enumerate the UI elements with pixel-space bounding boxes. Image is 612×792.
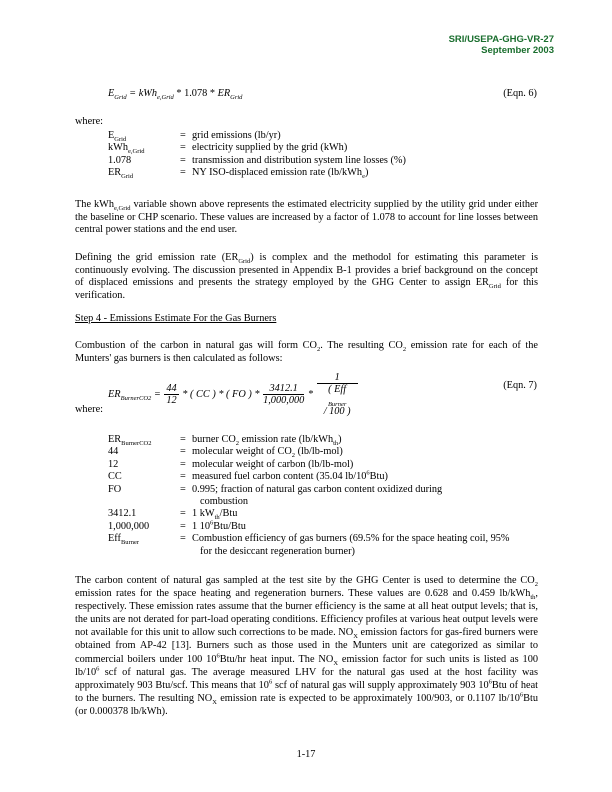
fraction-3412-1000000: $\frac{3412.1}{1,000,000}$ [263,383,305,406]
definition-row: CC = measured fuel carbon content (35.04 $lb/10^6Btu$) [108,469,388,483]
definition-row: kWh$_{e,Grid}$ = electricity supplied by the grid (kWh) [108,142,348,156]
definitions-eqn7 [108,434,540,558]
report-id: SRI/USEPA-GHG-VR-27 [448,34,554,45]
equation-6-label: (Eqn. 6) [503,88,537,99]
definition-row: Eff$_{Burner}$ = Combustion efficiency of gas burners (69.5% for the space heating coil, 95% for the desiccant regeneration burner) [108,533,510,557]
definition-row: 12 = molecular weight of carbon (lb/lb-mol) [108,458,354,470]
definition-row: $ER_{Grid}$ = NY ISO-displaced emission rate (lb/kWh$_e$) [108,167,369,181]
paragraph-grid-emission-rate: Defining the grid emission rate $(ER_{Grid})$ is complex and the methodol for estimating this parameter is continuously evolving. The discussion presented in Appendix B-1 provides a brief background on the concept of displaced emissions and presents the strategy employed by the GHG Center to assign $ER_{Grid}$ for this verification. [75,252,538,301]
equation-7-label: (Eqn. 7) [503,380,537,391]
page-number: 1-17 [296,749,316,760]
equation-6: $E_{Grid} = kWh_{e,Grid} * 1.078 * ER_{Grid}$ [108,88,243,102]
report-date: September 2003 [481,45,554,56]
definition-row: $ER_{BurnerCO2}$ = burner $CO_2$ emission rate (lb/kWh$_{th}$) [108,434,342,448]
definition-row: FO = 0.995; fraction of natural gas carbon content oxidized during combustion [108,483,443,508]
fraction-efficiency: 1 ( Eff $_{Burner}$ / 100 ) [317,372,358,417]
definition-row: 44 = molecular weight of $CO_2$ (lb/lb-mol) [108,446,343,460]
paragraph-emission-rates: The carbon content of natural gas sampled at the test site by the GHG Center is used to determine the $CO_2$ emission rates for the space heating and regeneration burners. These values are 0.628 and 0.459 lb/kWh$_{th}$, respectively. These emission rates assume that the burner efficiency is the same at all heat output levels; that is, the units are not derated for part-load operating conditions. Efficiency profiles at various heat output levels were not available for this unit to allow such corrections to be made. $NO_X$ emission factors for gas-fired burners were obtained from AP-42 [13]. Burners such as those used in the Munters unit are categorized as similar to commercial boilers under 100 $10^6Btu/hr$ heat input. The $NO_X$ emission factor for such units is listed as 100 $lb/10^6$ scf of natural gas. The average measured LHV for the natural gas used at the host facility was approximately 903 Btu/scf. This means that $10^6$ scf of natural gas will supply approximately 903 $10^6Btu$ of heat to the burners. The resulting $NO_X$ emission rate is expected to be approximately 100/903, or 0.1107 $lb/10^6Btu$ (or 0.000378 lb/kWh). [75,575,538,717]
report-header [449,34,554,56]
equation-7: $ER_{BurnerCO2}$ = $\frac{44}{12}$ * ( CC ) * ( FO ) * $\frac{3412.1}{1,000,000}$ * 1 ( Eff $_{Burner}$ / 100 ) [108,372,359,417]
where-label-1: where: [75,116,104,127]
paragraph-combustion: Combustion of the carbon in natural gas will form $CO_2$. The resulting $CO_2$ emission rate for each of the Munters' gas burners is then calculated as follows: [75,340,538,364]
where-label-2: where: [75,404,104,415]
definitions-eqn6 [108,130,528,180]
definition-row: 3412.1 = 1 $kW_{th}$/Btu [108,508,238,522]
fraction-44-12: $\frac{44}{12}$ [166,383,177,406]
definition-row: 1,000,000 = 1 $10^6Btu$/Btu [108,519,246,532]
step4-heading: Step 4 - Emissions Estimate For the Gas Burners [75,313,277,324]
definition-row: $E_{Grid}$ = grid emissions (lb/yr) [108,130,281,144]
paragraph-grid-kwh: The kWh$_{e,Grid}$ variable shown above represents the estimated electricity supplied by the utility grid under either the baseline or CHP scenario. These values are increased by a factor of 1.078 to account for line losses between central power stations and the end user. [75,199,539,236]
definition-row: 1.078 = transmission and distribution system line losses (%) [108,154,406,166]
